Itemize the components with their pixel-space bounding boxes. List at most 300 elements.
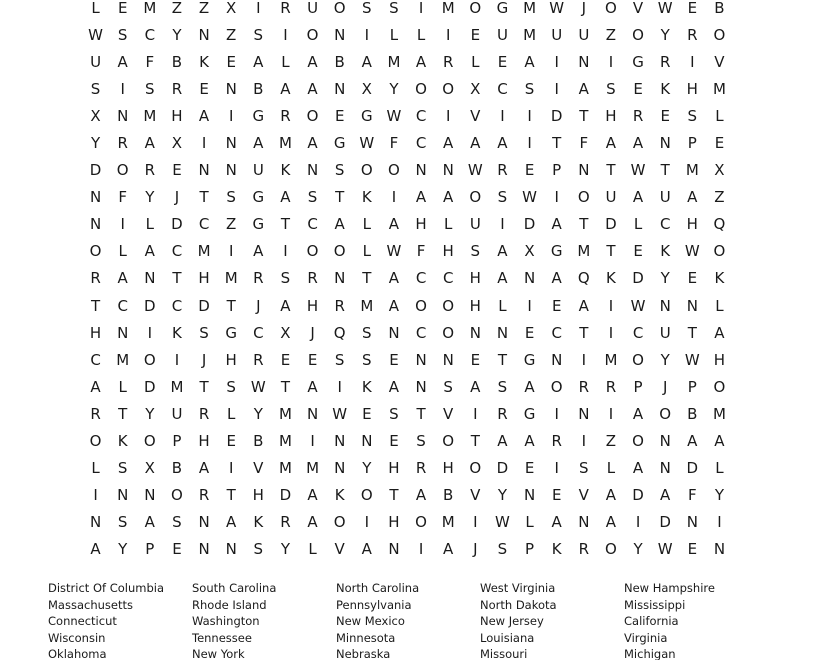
grid-cell[interactable]: T xyxy=(579,215,589,234)
grid-cell[interactable]: F xyxy=(579,134,589,153)
grid-cell[interactable]: N xyxy=(523,269,536,288)
grid-cell[interactable]: D xyxy=(89,161,102,180)
grid-cell[interactable]: I xyxy=(93,486,98,505)
grid-cell[interactable]: Q xyxy=(713,215,726,234)
grid-cell[interactable]: R xyxy=(253,269,264,288)
grid-cell[interactable]: A xyxy=(578,296,589,315)
grid-cell[interactable]: A xyxy=(551,269,562,288)
grid-cell[interactable]: H xyxy=(469,296,481,315)
grid-cell[interactable]: S xyxy=(199,323,209,342)
grid-cell[interactable]: K xyxy=(606,269,616,288)
grid-cell[interactable]: W xyxy=(549,0,565,17)
grid-cell[interactable]: B xyxy=(253,432,264,451)
grid-cell[interactable]: T xyxy=(606,242,616,261)
grid-cell[interactable]: A xyxy=(388,215,400,234)
grid-cell[interactable]: C xyxy=(551,323,562,342)
grid-cell[interactable]: T xyxy=(660,161,670,180)
grid-cell[interactable]: A xyxy=(470,134,481,153)
grid-cell[interactable]: N xyxy=(225,161,237,180)
grid-cell[interactable]: I xyxy=(690,52,695,71)
grid-cell[interactable]: A xyxy=(524,52,535,71)
grid-cell[interactable]: A xyxy=(497,432,508,451)
grid-cell[interactable]: P xyxy=(687,377,697,396)
grid-cell[interactable]: L xyxy=(715,106,724,125)
grid-cell[interactable]: M xyxy=(387,52,401,71)
grid-cell[interactable]: L xyxy=(118,242,127,261)
grid-cell[interactable]: G xyxy=(333,134,346,153)
grid-cell[interactable]: N xyxy=(415,350,427,369)
grid-cell[interactable]: D xyxy=(496,459,509,478)
grid-cell[interactable]: A xyxy=(361,540,372,559)
grid-cell[interactable]: A xyxy=(388,296,400,315)
grid-cell[interactable]: T xyxy=(579,106,589,125)
grid-cell[interactable]: N xyxy=(659,134,671,153)
grid-cell[interactable]: E xyxy=(660,106,670,125)
grid-cell[interactable]: Z xyxy=(714,188,725,207)
grid-cell[interactable]: E xyxy=(524,323,535,342)
grid-cell[interactable]: A xyxy=(687,432,698,451)
grid-cell[interactable]: A xyxy=(198,459,210,478)
grid-cell[interactable]: W xyxy=(359,134,375,153)
grid-cell[interactable]: M xyxy=(360,296,374,315)
grid-cell[interactable]: I xyxy=(228,459,234,478)
grid-cell[interactable]: M xyxy=(143,106,157,125)
grid-cell[interactable]: K xyxy=(361,188,372,207)
grid-cell[interactable]: N xyxy=(496,323,509,342)
grid-cell[interactable]: I xyxy=(473,513,478,532)
grid-cell[interactable]: J xyxy=(581,0,587,17)
grid-cell[interactable]: C xyxy=(198,215,210,234)
grid-cell[interactable]: N xyxy=(686,296,698,315)
grid-cell[interactable]: L xyxy=(715,296,724,315)
grid-cell[interactable]: E xyxy=(524,459,535,478)
grid-cell[interactable]: G xyxy=(523,350,536,369)
grid-cell[interactable]: I xyxy=(310,432,315,451)
grid-cell[interactable]: I xyxy=(608,52,614,71)
grid-cell[interactable]: O xyxy=(89,242,102,261)
grid-cell[interactable]: G xyxy=(523,404,536,423)
grid-cell[interactable]: G xyxy=(252,215,265,234)
grid-cell[interactable]: R xyxy=(334,296,345,315)
grid-cell[interactable]: I xyxy=(283,25,288,44)
grid-cell[interactable]: S xyxy=(389,0,399,17)
grid-cell[interactable]: F xyxy=(118,188,127,207)
grid-cell[interactable]: P xyxy=(525,540,535,559)
grid-cell[interactable]: O xyxy=(469,0,482,17)
grid-cell[interactable]: A xyxy=(443,188,454,207)
grid-cell[interactable]: B xyxy=(171,459,183,478)
grid-cell[interactable]: T xyxy=(579,323,589,342)
grid-cell[interactable]: O xyxy=(388,161,400,180)
grid-cell[interactable]: N xyxy=(659,296,671,315)
grid-cell[interactable]: R xyxy=(198,486,210,505)
grid-cell[interactable]: N xyxy=(361,432,373,451)
grid-cell[interactable]: W xyxy=(495,513,510,532)
grid-cell[interactable]: D xyxy=(632,486,644,505)
grid-cell[interactable]: U xyxy=(252,161,264,180)
grid-cell[interactable]: W xyxy=(657,540,673,559)
grid-cell[interactable]: J xyxy=(174,188,180,207)
grid-cell[interactable]: C xyxy=(90,350,101,369)
grid-cell[interactable]: M xyxy=(278,404,292,423)
grid-cell[interactable]: K xyxy=(253,513,264,532)
grid-cell[interactable]: B xyxy=(714,0,725,17)
grid-cell[interactable]: W xyxy=(657,0,673,17)
grid-cell[interactable]: J xyxy=(662,377,668,396)
grid-cell[interactable]: I xyxy=(581,432,587,451)
grid-cell[interactable]: Y xyxy=(633,540,643,559)
grid-cell[interactable]: P xyxy=(172,432,182,451)
grid-cell[interactable]: E xyxy=(687,269,698,288)
grid-cell[interactable]: M xyxy=(170,377,184,396)
grid-cell[interactable]: U xyxy=(171,404,183,423)
grid-cell[interactable]: A xyxy=(280,188,291,207)
grid-cell[interactable]: N xyxy=(469,323,481,342)
grid-cell[interactable]: M xyxy=(224,269,238,288)
grid-cell[interactable]: Y xyxy=(145,188,155,207)
grid-cell[interactable]: E xyxy=(389,350,399,369)
grid-cell[interactable]: F xyxy=(416,242,426,261)
grid-cell[interactable]: D xyxy=(659,513,671,532)
grid-cell[interactable]: E xyxy=(714,134,725,153)
grid-cell[interactable]: B xyxy=(253,79,264,98)
grid-cell[interactable]: Y xyxy=(280,540,291,559)
grid-cell[interactable]: O xyxy=(550,377,563,396)
grid-cell[interactable]: I xyxy=(527,106,532,125)
grid-cell[interactable]: S xyxy=(226,188,236,207)
grid-cell[interactable]: C xyxy=(632,323,644,342)
grid-cell[interactable]: K xyxy=(361,377,372,396)
grid-cell[interactable]: M xyxy=(116,350,130,369)
grid-cell[interactable]: N xyxy=(144,486,156,505)
grid-cell[interactable]: B xyxy=(443,486,454,505)
grid-cell[interactable]: A xyxy=(443,134,454,153)
grid-cell[interactable]: X xyxy=(470,79,481,98)
grid-cell[interactable]: R xyxy=(415,459,427,478)
grid-cell[interactable]: M xyxy=(523,25,537,44)
grid-cell[interactable]: L xyxy=(118,377,127,396)
grid-cell[interactable]: S xyxy=(497,188,508,207)
grid-cell[interactable]: C xyxy=(415,106,427,125)
grid-cell[interactable]: U xyxy=(496,25,508,44)
grid-cell[interactable]: T xyxy=(199,377,209,396)
grid-cell[interactable]: N xyxy=(415,161,427,180)
grid-cell[interactable]: E xyxy=(470,25,481,44)
grid-cell[interactable]: A xyxy=(90,540,101,559)
grid-cell[interactable]: A xyxy=(307,79,318,98)
grid-cell[interactable]: L xyxy=(416,25,426,44)
grid-cell[interactable]: N xyxy=(334,269,346,288)
grid-cell[interactable]: N xyxy=(334,79,346,98)
grid-cell[interactable]: W xyxy=(630,161,646,180)
grid-cell[interactable]: A xyxy=(334,215,345,234)
grid-cell[interactable]: F xyxy=(389,134,399,153)
grid-cell[interactable]: N xyxy=(334,432,346,451)
grid-cell[interactable]: N xyxy=(334,459,346,478)
grid-cell[interactable]: H xyxy=(225,350,237,369)
grid-cell[interactable]: O xyxy=(306,106,319,125)
grid-cell[interactable]: O xyxy=(333,0,346,17)
grid-cell[interactable]: O xyxy=(442,296,455,315)
grid-cell[interactable]: G xyxy=(252,188,265,207)
grid-cell[interactable]: W xyxy=(332,404,348,423)
grid-cell[interactable]: C xyxy=(442,269,454,288)
grid-cell[interactable]: M xyxy=(712,79,726,98)
grid-cell[interactable]: O xyxy=(415,79,427,98)
grid-cell[interactable]: I xyxy=(527,296,532,315)
grid-cell[interactable]: S xyxy=(389,404,399,423)
grid-cell[interactable]: D xyxy=(550,106,563,125)
grid-cell[interactable]: K xyxy=(714,269,725,288)
grid-cell[interactable]: K xyxy=(280,161,291,180)
grid-cell[interactable]: R xyxy=(551,432,562,451)
grid-cell[interactable]: O xyxy=(605,0,617,17)
grid-cell[interactable]: A xyxy=(361,52,372,71)
grid-cell[interactable]: A xyxy=(117,269,128,288)
grid-cell[interactable]: E xyxy=(551,486,562,505)
grid-cell[interactable]: D xyxy=(605,215,617,234)
grid-cell[interactable]: I xyxy=(228,242,234,261)
grid-cell[interactable]: S xyxy=(226,377,236,396)
grid-cell[interactable]: A xyxy=(144,134,155,153)
grid-cell[interactable]: W xyxy=(684,242,700,261)
grid-cell[interactable]: X xyxy=(144,459,155,478)
grid-cell[interactable]: R xyxy=(605,377,617,396)
grid-cell[interactable]: G xyxy=(496,0,509,17)
grid-cell[interactable]: N xyxy=(442,161,454,180)
grid-cell[interactable]: Y xyxy=(714,486,725,505)
grid-cell[interactable]: C xyxy=(497,79,508,98)
grid-cell[interactable]: N xyxy=(388,540,400,559)
grid-cell[interactable]: N xyxy=(713,540,726,559)
grid-cell[interactable]: A xyxy=(605,486,617,505)
grid-cell[interactable]: T xyxy=(389,486,399,505)
grid-cell[interactable]: A xyxy=(144,242,155,261)
grid-cell[interactable]: N xyxy=(117,323,129,342)
grid-cell[interactable]: X xyxy=(171,134,183,153)
grid-cell[interactable]: E xyxy=(551,296,562,315)
grid-cell[interactable]: R xyxy=(442,52,454,71)
grid-cell[interactable]: I xyxy=(635,513,641,532)
grid-cell[interactable]: H xyxy=(686,215,698,234)
grid-cell[interactable]: S xyxy=(280,269,291,288)
grid-cell[interactable]: R xyxy=(280,106,291,125)
grid-cell[interactable]: N xyxy=(523,486,536,505)
grid-cell[interactable]: S xyxy=(334,161,345,180)
grid-cell[interactable]: U xyxy=(307,0,319,17)
grid-cell[interactable]: L xyxy=(91,0,100,17)
grid-cell[interactable]: A xyxy=(307,134,318,153)
grid-cell[interactable]: Y xyxy=(497,486,508,505)
grid-cell[interactable]: A xyxy=(253,134,264,153)
grid-cell[interactable]: E xyxy=(687,540,698,559)
grid-cell[interactable]: O xyxy=(171,486,183,505)
grid-cell[interactable]: W xyxy=(467,161,483,180)
grid-cell[interactable]: A xyxy=(714,323,725,342)
grid-cell[interactable]: E xyxy=(280,350,291,369)
grid-cell[interactable]: W xyxy=(630,296,646,315)
grid-cell[interactable]: N xyxy=(334,25,346,44)
grid-cell[interactable]: E xyxy=(687,0,698,17)
grid-cell[interactable]: A xyxy=(497,269,508,288)
grid-cell[interactable]: M xyxy=(604,350,618,369)
grid-cell[interactable]: D xyxy=(198,296,210,315)
grid-cell[interactable]: H xyxy=(442,459,454,478)
grid-cell[interactable]: C xyxy=(307,215,318,234)
grid-cell[interactable]: M xyxy=(523,0,537,17)
grid-cell[interactable]: U xyxy=(605,188,617,207)
grid-cell[interactable]: H xyxy=(252,486,264,505)
grid-cell[interactable]: W xyxy=(88,25,103,44)
grid-cell[interactable]: A xyxy=(307,377,318,396)
grid-cell[interactable]: A xyxy=(253,242,264,261)
grid-cell[interactable]: U xyxy=(659,188,671,207)
grid-cell[interactable]: L xyxy=(444,215,453,234)
grid-cell[interactable]: C xyxy=(171,242,183,261)
grid-cell[interactable]: Z xyxy=(605,432,617,451)
grid-cell[interactable]: R xyxy=(280,0,291,17)
grid-cell[interactable]: R xyxy=(280,513,291,532)
grid-cell[interactable]: H xyxy=(198,432,210,451)
grid-cell[interactable]: O xyxy=(360,161,373,180)
grid-cell[interactable]: N xyxy=(415,377,427,396)
grid-cell[interactable]: N xyxy=(225,79,237,98)
grid-cell[interactable]: N xyxy=(225,540,237,559)
grid-cell[interactable]: U xyxy=(659,323,671,342)
grid-cell[interactable]: E xyxy=(307,350,318,369)
grid-cell[interactable]: O xyxy=(116,161,129,180)
grid-cell[interactable]: B xyxy=(687,404,698,423)
grid-cell[interactable]: P xyxy=(687,134,697,153)
grid-cell[interactable]: S xyxy=(606,79,616,98)
grid-cell[interactable]: N xyxy=(117,486,129,505)
grid-cell[interactable]: T xyxy=(199,188,209,207)
grid-cell[interactable]: S xyxy=(470,242,481,261)
grid-cell[interactable]: G xyxy=(225,323,237,342)
grid-cell[interactable]: K xyxy=(199,52,209,71)
grid-cell[interactable]: V xyxy=(632,0,644,17)
grid-cell[interactable]: S xyxy=(443,377,453,396)
grid-cell[interactable]: I xyxy=(608,323,614,342)
grid-cell[interactable]: N xyxy=(198,540,210,559)
grid-cell[interactable]: I xyxy=(554,79,559,98)
grid-cell[interactable]: I xyxy=(473,404,478,423)
grid-cell[interactable]: M xyxy=(278,459,292,478)
grid-cell[interactable]: A xyxy=(470,377,481,396)
grid-cell[interactable]: E xyxy=(633,79,643,98)
grid-cell[interactable]: N xyxy=(659,459,671,478)
grid-cell[interactable]: O xyxy=(632,432,644,451)
grid-cell[interactable]: L xyxy=(91,459,100,478)
grid-cell[interactable]: H xyxy=(171,106,183,125)
grid-cell[interactable]: L xyxy=(281,52,290,71)
grid-cell[interactable]: K xyxy=(117,432,128,451)
grid-cell[interactable]: A xyxy=(605,134,617,153)
grid-cell[interactable]: O xyxy=(306,25,319,44)
grid-cell[interactable]: M xyxy=(441,513,455,532)
grid-cell[interactable]: U xyxy=(551,25,563,44)
grid-cell[interactable]: M xyxy=(441,0,455,17)
grid-cell[interactable]: R xyxy=(253,350,264,369)
grid-cell[interactable]: L xyxy=(227,404,236,423)
grid-cell[interactable]: H xyxy=(605,106,617,125)
grid-cell[interactable]: S xyxy=(117,25,128,44)
grid-cell[interactable]: N xyxy=(659,432,671,451)
grid-cell[interactable]: L xyxy=(715,459,724,478)
grid-cell[interactable]: Z xyxy=(226,215,237,234)
grid-cell[interactable]: T xyxy=(497,350,508,369)
grid-cell[interactable]: R xyxy=(117,134,128,153)
grid-cell[interactable]: Y xyxy=(90,134,101,153)
grid-cell[interactable]: O xyxy=(143,350,156,369)
grid-cell[interactable]: N xyxy=(198,25,210,44)
grid-cell[interactable]: A xyxy=(307,52,318,71)
grid-cell[interactable]: K xyxy=(551,540,562,559)
grid-cell[interactable]: R xyxy=(632,106,644,125)
grid-cell[interactable]: I xyxy=(174,350,180,369)
grid-cell[interactable]: X xyxy=(90,106,101,125)
grid-cell[interactable]: N xyxy=(89,188,102,207)
grid-cell[interactable]: Q xyxy=(333,323,346,342)
grid-cell[interactable]: M xyxy=(143,0,157,17)
grid-cell[interactable]: M xyxy=(685,161,699,180)
grid-cell[interactable]: I xyxy=(120,79,125,98)
grid-cell[interactable]: H xyxy=(388,459,400,478)
grid-cell[interactable]: V xyxy=(253,459,264,478)
grid-cell[interactable]: W xyxy=(386,106,402,125)
grid-cell[interactable]: Z xyxy=(171,0,183,17)
grid-cell[interactable]: N xyxy=(198,161,210,180)
grid-cell[interactable]: H xyxy=(686,79,698,98)
grid-cell[interactable]: A xyxy=(443,540,454,559)
grid-cell[interactable]: R xyxy=(497,404,508,423)
grid-cell[interactable]: I xyxy=(364,25,370,44)
grid-cell[interactable]: G xyxy=(361,106,373,125)
grid-cell[interactable]: Y xyxy=(118,540,128,559)
grid-cell[interactable]: I xyxy=(228,106,234,125)
grid-cell[interactable]: N xyxy=(578,404,590,423)
grid-cell[interactable]: A xyxy=(90,377,101,396)
grid-cell[interactable]: A xyxy=(632,134,644,153)
grid-cell[interactable]: S xyxy=(307,188,318,207)
grid-cell[interactable]: J xyxy=(201,350,207,369)
grid-cell[interactable]: X xyxy=(714,161,725,180)
grid-cell[interactable]: L xyxy=(525,513,534,532)
grid-cell[interactable]: N xyxy=(306,161,319,180)
grid-cell[interactable]: X xyxy=(280,323,291,342)
grid-cell[interactable]: L xyxy=(145,215,154,234)
grid-cell[interactable]: L xyxy=(362,242,371,261)
grid-cell[interactable]: N xyxy=(578,161,590,180)
grid-cell[interactable]: T xyxy=(226,296,236,315)
grid-cell[interactable]: I xyxy=(147,323,153,342)
grid-cell[interactable]: N xyxy=(89,513,102,532)
grid-cell[interactable]: C xyxy=(171,296,183,315)
grid-cell[interactable]: F xyxy=(687,486,697,505)
grid-cell[interactable]: A xyxy=(632,404,644,423)
grid-cell[interactable]: T xyxy=(416,404,426,423)
grid-cell[interactable]: W xyxy=(386,242,402,261)
grid-cell[interactable]: X xyxy=(226,0,237,17)
grid-cell[interactable]: V xyxy=(470,486,481,505)
grid-cell[interactable]: N xyxy=(442,350,454,369)
grid-cell[interactable]: I xyxy=(717,513,722,532)
grid-cell[interactable]: T xyxy=(606,161,616,180)
grid-cell[interactable]: S xyxy=(117,459,128,478)
grid-cell[interactable]: N xyxy=(686,513,698,532)
grid-cell[interactable]: D xyxy=(144,377,156,396)
grid-cell[interactable]: S xyxy=(362,350,372,369)
